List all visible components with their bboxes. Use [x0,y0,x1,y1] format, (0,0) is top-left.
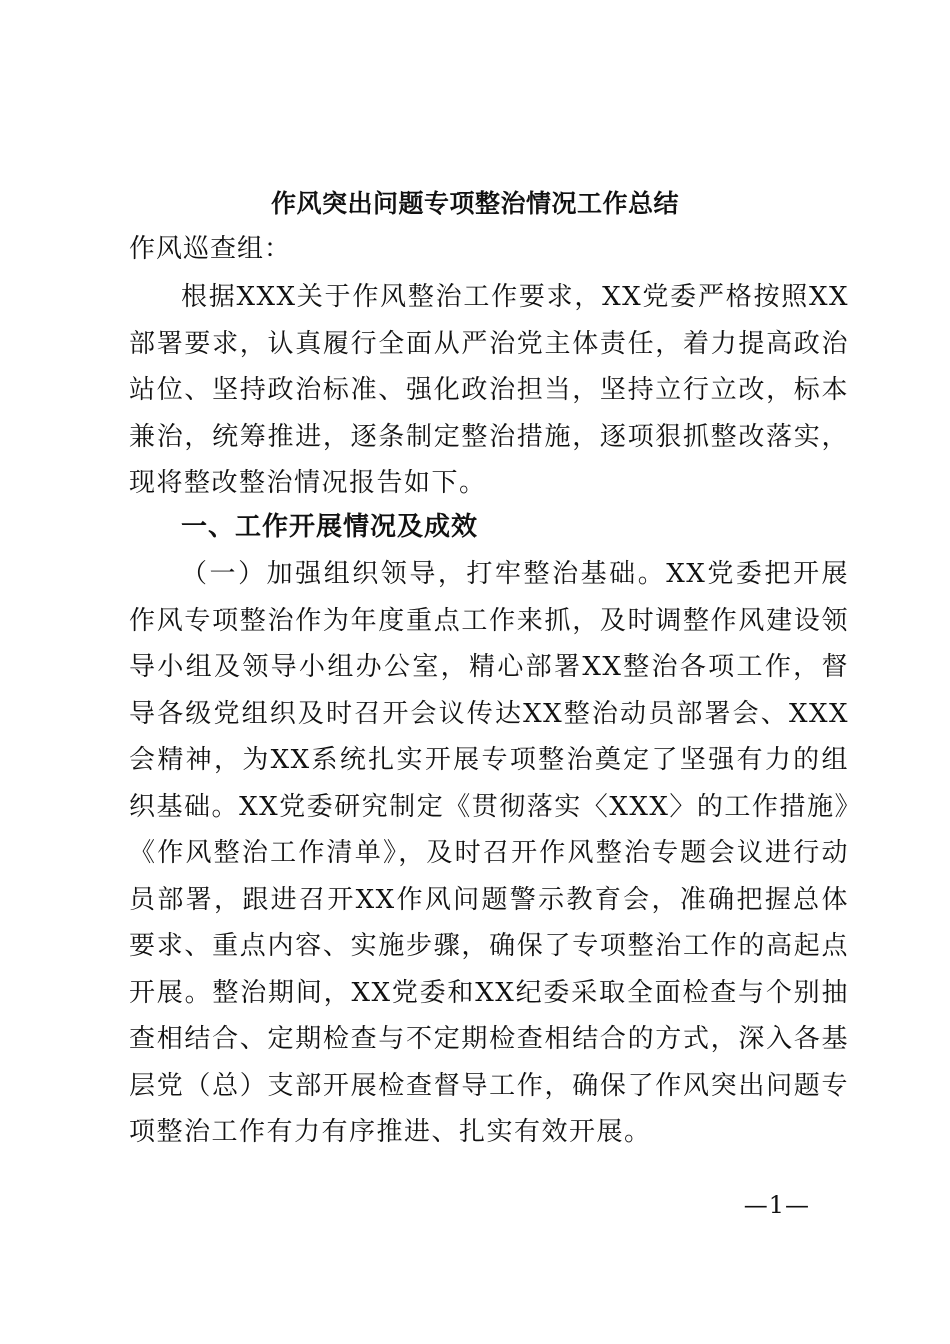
section-paragraph [129,551,849,1156]
document-title: 作风突出问题专项整治情况工作总结 [270,189,679,218]
intro-paragraph: 根据XXX关于作风整治工作要求，XX党委严格按照XX部署要求，认真履行全面从严治党主体责任，着力提高政治站位、坚持政治标准、强化政治担当，坚持立行立改，标本兼治，统筹推进，逐条制定整治措施，逐项狠抓整改落实，现将整改整治情况报告如下。 [129,282,849,498]
section-body-text: XX党委把开展作风专项整治作为年度重点工作来抓，及时调整作风建设领导小组及领导小组办公室，精心部署XX整治各项工作，督导各级党组织及时召开会议传达XX整治动员部署会、XXX会精神，为XX系统扎实开展专项整治奠定了坚强有力的组织基础。XX党委研究制定《贯彻落实〈XXX〉的工作措施》《作风整治工作清单》，及时召开作风整治专题会议进行动员部署，跟进召开XX作风问题警示教育会，准确把握总体要求、重点内容、实施步骤，确保了专项整治工作的高起点开展。整治期间，XX党委和XX纪委采取全面检查与个别抽查相结合、定期检查与不定期检查相结合的方式，深入各基层党（总）支部开展检查督导工作，确保了作风突出问题专项整治工作有力有序推进、扎实有效开展。 [129,559,849,1147]
sub-heading: （一）加强组织领导，打牢整治基础。 [181,559,667,589]
section-heading: 一、工作开展情况及成效 [181,512,479,542]
recipient-line: 作风巡查组： [129,234,292,264]
page-number: —1— [743,1191,810,1219]
